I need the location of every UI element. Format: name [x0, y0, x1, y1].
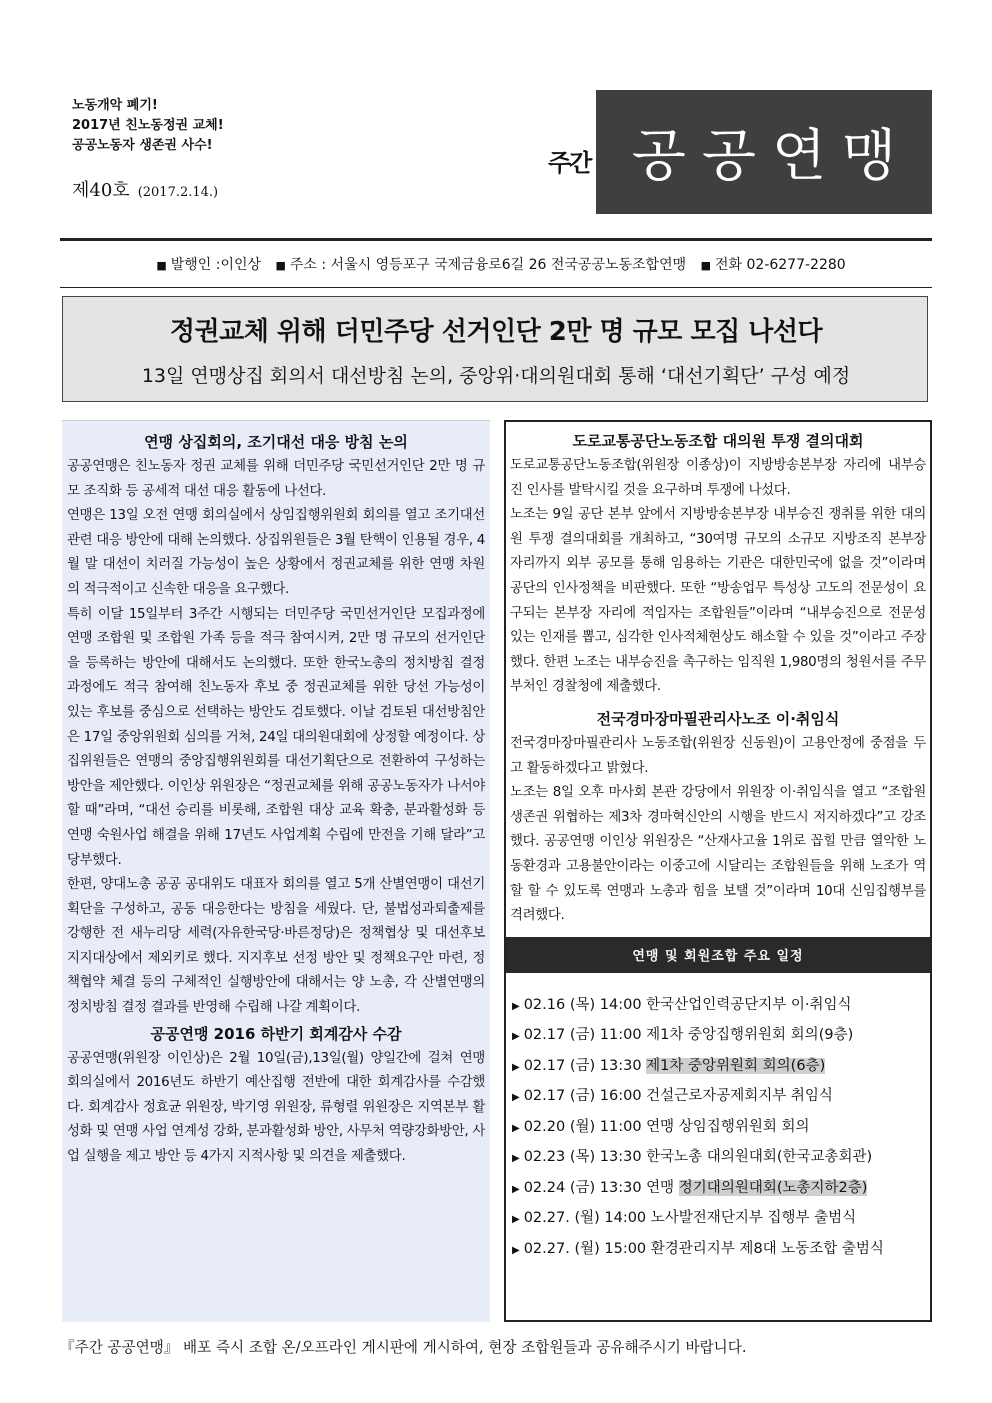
- triangle-bullet-icon: ▶: [512, 1244, 520, 1256]
- schedule-text: 환경관리지부 제8대 노동조합 출범식: [650, 1240, 884, 1257]
- schedule-date: 02.16: [523, 996, 566, 1013]
- schedule-item: [512, 1235, 926, 1266]
- schedule-time: 15:00: [604, 1240, 647, 1257]
- article-paragraph: 공공연맹(위원장 이인상)은 2월 10일(금),13일(월) 양일간에 걸쳐 연맹 회의실에서 2016년도 하반기 예산집행 전반에 대한 회계감사를 수감했다. 회계감사 정효균 위원장, 박기영 위원장, 류형렬 위원장은 지역본부 활성화 및 연맹 사업 연계성 강화, 분과활성화 방안, 사무처 역량강화방안, 사업 실행을 제고 방안 등 4가지 지적사항 및 의견을 제출했다.: [67, 1050, 485, 1165]
- schedule-date: 02.24: [523, 1179, 566, 1196]
- schedule-time: 11:00: [599, 1118, 642, 1135]
- publisher: 발행인 :이인상: [170, 257, 262, 273]
- schedule-date: 02.27.: [523, 1210, 570, 1227]
- schedule-day: (월): [574, 1240, 600, 1257]
- slogan-line: 2017년 친노동정권 교체!: [72, 118, 224, 133]
- schedule-time: 13:30: [599, 1179, 642, 1196]
- headline-title: 정권교체 위해 더민주당 선거인단 2만 명 규모 모집 나선다: [169, 317, 823, 347]
- schedule-list: [510, 991, 926, 1266]
- article-paragraph: 노조는 8일 오후 마사회 본관 강당에서 위원장 이·취임식을 열고 “조합원 생존권 위협하는 제3차 경마혁신안의 시행을 반드시 저지하겠다”고 강조했다. 공공연맹 이인상 위원장은 “산재사고율 1위로 꼽힐 만큼 열악한 노동환경과 고용불안이라는 이중고에 시달리는 조합원들을 위해 노조가 역할 할 수 있도록 연맹과 노총과 힘을 보탤 것”이라며 10대 신임집행부를 격려했다.: [510, 785, 926, 924]
- right-column: [504, 420, 932, 1322]
- schedule-text: 노사발전재단지부 집행부 출범식: [650, 1210, 857, 1227]
- schedule-item: [512, 1113, 926, 1144]
- schedule-highlight: 제1차 중앙위원회 회의(6층): [646, 1057, 826, 1074]
- masthead-title: 공공연맹: [631, 124, 913, 189]
- issue-info: [72, 176, 218, 202]
- schedule-day: (금): [569, 1027, 596, 1044]
- article-paragraph: 도로교통공단노동조합(위원장 이종상)이 지방방송본부장 자리에 내부승진 인사를 발탁시킬 것을 요구하며 투쟁에 나섰다.: [510, 458, 926, 498]
- article-paragraph: 특히 이달 15일부터 3주간 시행되는 더민주당 국민선거인단 모집과정에 연맹 조합원 및 조합원 가족 등을 적극 참여시켜, 2만 명 규모의 선거인단을 등록하는 방안에 대해서도 논의했다. 또한 한국노총의 정치방침 결정 과정에도 적극 참여해 친노동자 후보 중 정권교체를 위한 당선 가능성이 있는 후보를 중심으로 선택하는 방안도 검토했다. 이날 검토된 대선방침안은 17일 중앙위원회 심의를 거쳐, 24일 대의원대회에 상정할 예정이다. 상집위원들은 연맹의 중앙집행위원회를 대선기획단으로 전환하여 구성하는 방안을 제안했다. 이인상 위원장은 “정권교체를 위해 공공노동자가 나서야 할 때”라며, “대선 승리를 비롯해, 조합원 대상 교육 확충, 분과활성화 등 연맹 숙원사업 해결을 위해 17년도 사업계획 수립에 만전을 기해 달라”고 당부했다.: [67, 606, 485, 868]
- publication-info-bar: [60, 238, 932, 288]
- schedule-time: 11:00: [599, 1027, 642, 1044]
- schedule-date: 02.17: [523, 1027, 566, 1044]
- article-title: 전국경마장마필관리사노조 이·취임식: [596, 709, 840, 728]
- triangle-bullet-icon: ▶: [512, 1000, 520, 1012]
- square-bullet-icon: ■: [156, 259, 167, 272]
- schedule-item: [512, 1174, 926, 1205]
- triangle-bullet-icon: ▶: [512, 1122, 520, 1134]
- schedule-date: 02.27.: [523, 1240, 570, 1257]
- triangle-bullet-icon: ▶: [512, 1183, 520, 1195]
- schedule-time: 16:00: [599, 1088, 642, 1105]
- schedule-day: (금): [569, 1057, 596, 1074]
- schedule-date: 02.23: [523, 1149, 566, 1166]
- schedule-day: (목): [569, 996, 596, 1013]
- masthead: [596, 90, 932, 214]
- article-title: 공공연맹 2016 하반기 회계감사 수감: [150, 1024, 402, 1043]
- triangle-bullet-icon: ▶: [512, 1153, 520, 1165]
- article-paragraph: 한편, 양대노총 공공 공대위도 대표자 회의를 열고 5개 산별연맹이 대선기획단을 구성하고, 공동 대응한다는 방침을 세웠다. 단, 불법성과퇴출제를 강행한 전 새누리당 세력(자유한국당·바른정당)은 정책협상 및 대선후보 지지대상에서 제외키로 했다. 지지후보 선정 방안 및 정책요구안 마련, 정책협약 체결 등의 구체적인 실행방안에 대해서는 양 노총, 각 산별연맹의 정치방침 결정 결과를 반영해 수립해 나갈 계획이다.: [67, 877, 485, 1016]
- slogan-line: 노동개악 폐기!: [72, 98, 158, 113]
- schedule-time: 13:30: [599, 1149, 642, 1166]
- schedule-header: 연맹 및 회원조합 주요 일정: [506, 937, 930, 973]
- square-bullet-icon: ■: [700, 259, 711, 272]
- schedule-item: [512, 1052, 926, 1083]
- schedule-item: [512, 991, 926, 1022]
- slogans: [72, 96, 312, 156]
- schedule-item: [512, 1204, 926, 1235]
- schedule-day: (월): [574, 1210, 600, 1227]
- article-paragraph: 공공연맹은 친노동자 정권 교체를 위해 더민주당 국민선거인단 2만 명 규모 조직화 등 공세적 대선 대응 활동에 나선다.: [67, 459, 485, 499]
- schedule-text: 제1차 중앙집행위원회 회의(9층): [646, 1027, 854, 1044]
- schedule-time: 14:00: [599, 996, 642, 1013]
- schedule-day: (월): [569, 1118, 596, 1135]
- article-paragraph: 노조는 9일 공단 본부 앞에서 지방방송본부장 내부승진 쟁취를 위한 대의원 투쟁 결의대회를 개최하고, “30여명 규모의 소규모 지방조직 본부장 자리까지 외부 공모를 통해 임용하는 기관은 대한민국에 없을 것”이라며 공단의 인사정책을 비판했다. 또한 “방송업무 특성상 고도의 전문성이 요구되는 본부장 자리에 적임자는 조합원들”이라며 “내부승진으로 전문성 있는 인재를 뽑고, 심각한 인사적체현상도 해소할 수 있을 것”이라고 주장했다. 한편 노조는 내부승진을 촉구하는 임직원 1,980명의 청원서를 주무부처인 경찰청에 제출했다.: [510, 507, 926, 695]
- article-paragraph: 전국경마장마필관리사 노동조합(위원장 신동원)이 고용안정에 중점을 두고 활동하겠다고 밝혔다.: [510, 735, 926, 776]
- headline-box: [62, 296, 928, 402]
- schedule-date: 02.20: [523, 1118, 566, 1135]
- schedule-time: 13:30: [599, 1057, 642, 1074]
- article-title: 연맹 상집회의, 조기대선 대응 방침 논의: [144, 433, 408, 451]
- schedule-text: 한국산업인력공단지부 이·취임식: [646, 996, 852, 1013]
- triangle-bullet-icon: ▶: [512, 1092, 520, 1104]
- weekly-label: 주간: [548, 149, 591, 177]
- schedule-highlight: 정기대의원대회(노총지하2층): [678, 1179, 868, 1196]
- triangle-bullet-icon: ▶: [512, 1031, 520, 1043]
- slogan-line: 공공노동자 생존권 사수!: [72, 138, 213, 153]
- schedule-text: 한국노총 대의원대회(한국교총회관): [646, 1149, 873, 1166]
- schedule-day: (금): [569, 1179, 596, 1196]
- schedule-text: 건설근로자공제회지부 취임식: [646, 1088, 833, 1105]
- schedule-date: 02.17: [523, 1088, 566, 1105]
- schedule-text: 연맹: [646, 1179, 679, 1196]
- schedule-day: (목): [569, 1149, 596, 1166]
- article-title: 도로교통공단노동조합 대의원 투쟁 결의대회: [572, 432, 864, 450]
- schedule-day: (금): [569, 1088, 596, 1105]
- headline-subtitle: 13일 연맹상집 회의서 대선방침 논의, 중앙위·대의원대회 통해 ‘대선기획단’ 구성 예정: [141, 365, 851, 387]
- schedule-time: 14:00: [604, 1210, 647, 1227]
- issue-date: (2017.2.14.): [137, 185, 219, 200]
- schedule-item: [512, 1143, 926, 1174]
- footer-notice: 『주간 공공연맹』 배포 즉시 조합 온/오프라인 게시판에 게시하여, 현장 조합원들과 공유해주시기 바랍니다.: [60, 1339, 747, 1356]
- phone: 전화 02-6277-2280: [715, 257, 846, 273]
- square-bullet-icon: ■: [275, 259, 286, 272]
- schedule-item: [512, 1082, 926, 1113]
- schedule-item: [512, 1021, 926, 1052]
- address: 주소 : 서울시 영등포구 국제금융로6길 26 전국공공노동조합연맹: [289, 257, 687, 273]
- triangle-bullet-icon: ▶: [512, 1214, 520, 1226]
- triangle-bullet-icon: ▶: [512, 1061, 520, 1073]
- left-column: [62, 420, 490, 1322]
- schedule-date: 02.17: [523, 1057, 566, 1074]
- article-paragraph: 연맹은 13일 오전 연맹 회의실에서 상임집행위원회 회의를 열고 조기대선관련 대응 방안에 대해 논의했다. 상집위원들은 3월 탄핵이 인용될 경우, 4월 말 대선이 치러질 가능성이 높은 상황에서 정권교체를 위한 연맹 차원의 적극적이고 신속한 대응을 요구했다.: [67, 508, 485, 597]
- issue-number: 제40호: [72, 180, 130, 201]
- schedule-text: 연맹 상임집행위원회 회의: [646, 1118, 810, 1135]
